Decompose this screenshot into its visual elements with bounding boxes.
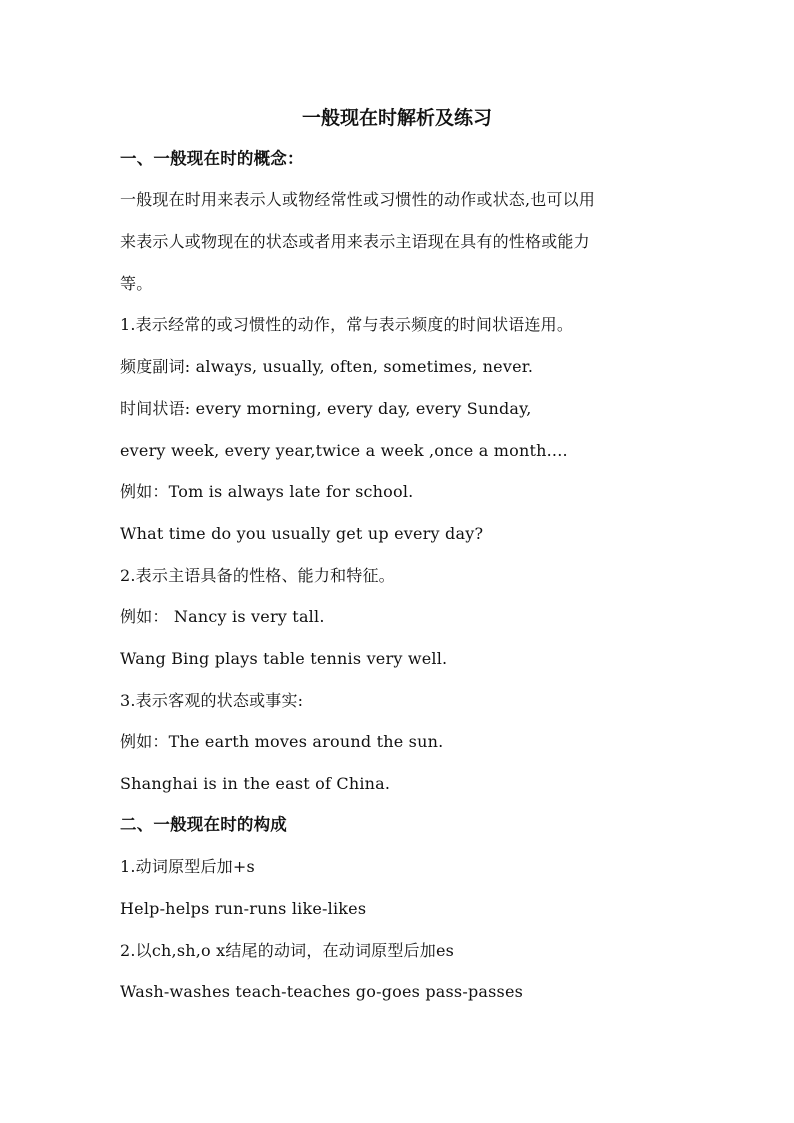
document-title: 一般现在时解析及练习 <box>301 107 492 129</box>
example-3b: Shanghai is in the east of China. <box>120 774 391 793</box>
time-adverbials-line-1: 时间状语: every morning, every day, every Sunday, <box>120 399 532 418</box>
example-3a: 例如：The earth moves around the sun. <box>120 732 444 751</box>
rule-2-text: 2.以ch,sh,o x结尾的动词，在动词原型后加es <box>120 941 455 960</box>
section-2-heading: 二、一般现在时的构成 <box>120 815 287 834</box>
example-1b: What time do you usually get up every day? <box>120 524 484 543</box>
section-1-heading: 一、一般现在时的概念： <box>120 149 304 168</box>
rule-2-examples: Wash-washes teach-teaches go-goes pass-passes <box>120 982 524 1001</box>
rule-1-examples: Help-helps run-runs like-likes <box>120 899 367 918</box>
point-2-text: 2.表示主语具备的性格、能力和特征。 <box>120 566 395 585</box>
example-2b: Wang Bing plays table tennis very well. <box>120 649 448 668</box>
example-1a: 例如：Tom is always late for school. <box>120 482 414 501</box>
example-2a: 例如： Nancy is very tall. <box>120 607 325 626</box>
intro-line-2: 来表示人或物现在的状态或者用来表示主语现在具有的性格或能力 <box>120 232 590 251</box>
point-3-text: 3.表示客观的状态或事实: <box>120 691 304 710</box>
intro-line-3: 等。 <box>120 274 153 293</box>
frequency-adverbs-line: 频度副词: always, usually, often, sometimes, never. <box>120 357 534 376</box>
point-1-text: 1.表示经常的或习惯性的动作，常与表示频度的时间状语连用。 <box>120 315 574 334</box>
rule-1-text: 1.动词原型后加+s <box>120 857 255 876</box>
time-adverbials-line-2: every week, every year,twice a week ,once a month.... <box>120 441 568 460</box>
intro-line-1: 一般现在时用来表示人或物经常性或习惯性的动作或状态,也可以用 <box>120 190 596 209</box>
